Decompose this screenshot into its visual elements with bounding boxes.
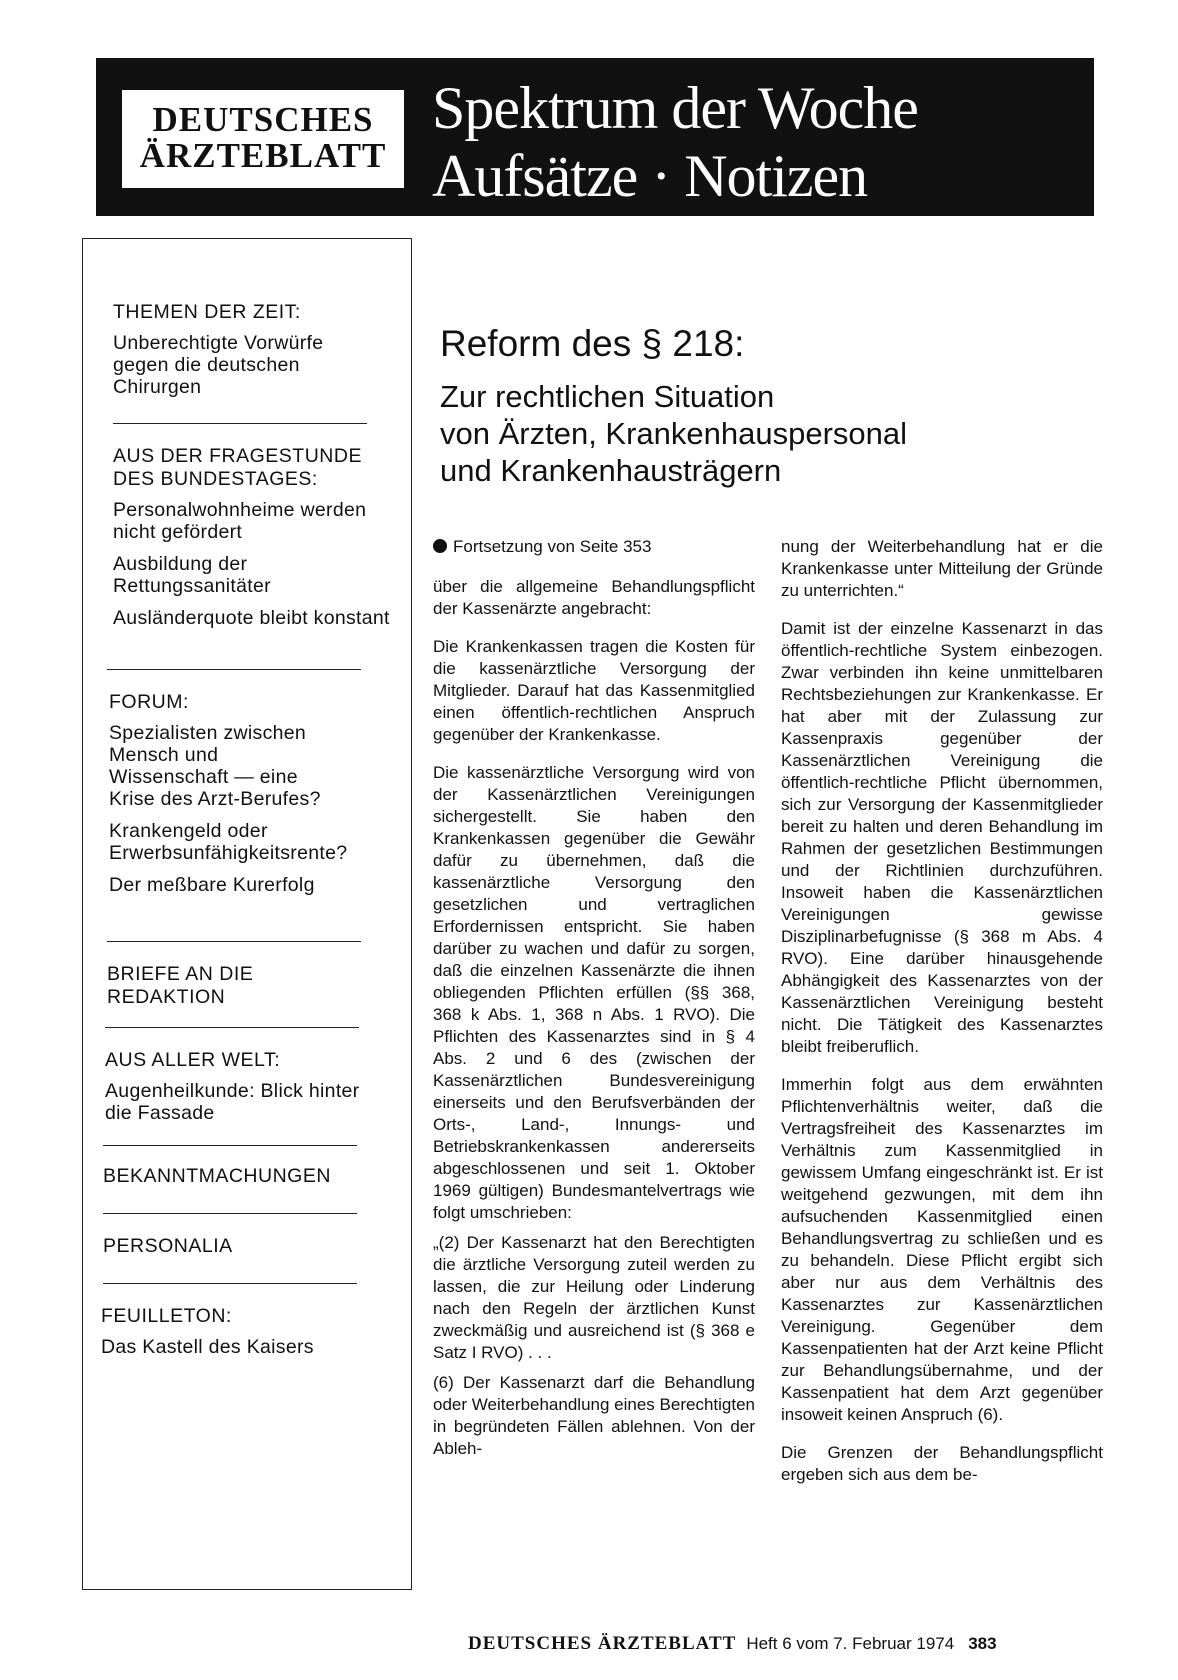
toc-heading[interactable]: BEKANNTMACHUNGEN [103,1165,331,1187]
bullet-dot-icon [433,539,447,553]
toc-item[interactable]: Augenheilkunde: Blick hinter die Fassade [105,1080,360,1124]
article-subtitle-line-3: und Krankenhausträgern [440,453,782,488]
paragraph: Die kassenärztliche Versorgung wird von der Kassenärztlichen Vereinigungen sichergestellt. Sie haben den Krankenkassen gegenüber die Gewähr dafür zu übernehmen, daß die kassenärztliche Versorgung den gesetzlichen und vertraglichen Erfordernissen entspricht. Sie haben darüber zu wachen und dafür zu sorgen, daß die einzelnen Kassenärzte die ihnen obliegenden Pflichten erfüllen (§§ 368, 368 k Abs. 1, 368 n Abs. 1 RVO). Die Pflichten des Kassenarztes sind in § 4 Abs. 2 und 6 des (zwischen der Kassenärztlichen Bundesvereinigung einerseits und den Berufsverbänden der Orts-, Land-, Innungs- und Betriebskrankenkassen andererseits abgeschlossenen und seit 1. Oktober 1969 gültigen) Bundesmantelvertrags wie folgt umschrieben: [433,763,755,1222]
paragraph: nung der Weiterbehandlung hat er die Krankenkasse unter Mitteilung der Gründe zu unterrichten.“ [781,537,1103,600]
paragraph: Die Krankenkassen tragen die Kosten für die kassenärztliche Versorgung der Mitglieder. Darauf hat das Kassenmitglied einen öffentlich-rechtlichen Anspruch gegenüber der Krankenkasse. [433,637,755,744]
toc-heading[interactable]: BRIEFE AN DIE REDAKTION [107,963,254,1008]
continued-text: Fortsetzung von Seite 353 [453,537,652,556]
toc-item[interactable]: Ausbildung der Rettungssanitäter [113,553,271,597]
paragraph: Damit ist der einzelne Kassenarzt in das öffentlich-rechtliche System einbezogen. Zwar verbinden ihn keine unmittelbaren Rechtsbeziehungen zur Krankenkasse. Er hat aber mit der Zulassung zur Kassenpraxis gegenüber der Kassenärztlichen Vereinigung die öffentlich-rechtliche Pflicht übernommen, sich zur Versorgung der Kassenmitglieder bereit zu halten und deren Behandlung im Rahmen der gesetzlichen Bestimmungen und der Richtlinien durchzuführen. Insoweit haben die Kassenärztlichen Vereinigungen gewisse Disziplinarbefugnisse (§ 368 m Abs. 4 RVO). Eine darüber hinausgehende Abhängigkeit des Kassenarztes von der Kassenärztlichen Vereinigung besteht nicht. Die Tätigkeit des Kassenarztes bleibt freiberuflich. [781,619,1103,1056]
toc-divider [103,1213,357,1214]
toc-heading: THEMEN DER ZEIT: [113,301,301,323]
section-title-line-2: Aufsätze · Notizen [432,143,868,209]
toc-item[interactable]: Ausländerquote bleibt konstant [113,607,390,629]
toc-divider [105,1027,359,1028]
toc-item[interactable]: Unberechtigte Vorwürfe gegen die deutschen Chirurgen [113,332,324,398]
footer-issue: Heft 6 vom 7. Februar 1974 [746,1634,955,1653]
continued-note [433,536,755,558]
paragraph: (6) Der Kassenarzt darf die Behandlung oder Weiterbehandlung eines Berechtigten in begründeten Fällen ablehnen. Von der Ableh- [433,1373,755,1458]
toc-section [101,1305,381,1368]
page-number: 383 [968,1634,997,1653]
toc-section [103,1165,383,1196]
footer-journal-name: DEUTSCHES ÄRZTEBLATT [468,1633,737,1654]
section-title-line-1: Spektrum der Woche [432,75,918,141]
article-title: Reform des § 218: [440,323,745,364]
article-subtitle-line-1: Zur rechtlichen Situation [440,379,775,414]
paragraph: „(2) Der Kassenarzt hat den Berechtigten die ärztliche Versorgung zuteil werden zu lassen, die zur Heilung oder Linderung nach den Regeln der ärztlichen Kunst zweckmäßig und ausreichend ist (§ 368 e Satz I RVO) . . . [433,1233,755,1362]
toc-heading: FORUM: [109,691,189,713]
article-column-1 [433,536,755,1476]
toc-item[interactable]: Personalwohnheime werden nicht gefördert [113,499,367,543]
toc-heading[interactable]: PERSONALIA [103,1235,233,1257]
paragraph: Immerhin folgt aus dem erwähnten Pflichtenverhältnis weiter, daß die Vertragsfreiheit des Kassenarztes im Verhältnis zum Kassenmitglied in gewissem Umfang eingeschränkt ist. Er ist weitgehend gezwungen, mit dem ihn aufsuchenden Kassenmitglied einen Behandlungsvertrag zu schließen und es zu behandeln. Diese Pflicht ergibt sich aber nur aus dem Verhältnis des Kassenarztes zur Kassenärztlichen Vereinigung. Gegenüber dem Kassenpatienten hat der Arzt keine Pflicht zur Behandlungsübernahme, und der Kassenpatient hat dem Arzt gegenüber insoweit keinen Anspruch (6). [781,1075,1103,1424]
article-subtitle-line-2: von Ärzten, Krankenhauspersonal [440,416,908,451]
toc-heading: AUS ALLER WELT: [105,1049,281,1071]
toc-divider [103,1283,357,1284]
toc-divider [107,941,361,942]
toc-section [103,1235,383,1266]
article-column-2 [781,536,1103,1502]
section-title [432,74,918,210]
toc-heading: AUS DER FRAGESTUNDE DES BUNDESTAGES: [113,445,362,490]
toc-section [113,301,383,408]
toc-item[interactable]: Spezialisten zwischen Mensch und Wissenschaft — eine Krise des Arzt-Berufes? [109,722,321,810]
article-heading [440,322,907,489]
toc-item[interactable]: Krankengeld oder Erwerbsunfähigkeitsrente? [109,820,348,864]
toc-section [113,445,393,639]
toc-heading: FEUILLETON: [101,1305,232,1327]
logo-line-2: ÄRZTEBLATT [139,136,387,175]
contents-sidebar [82,238,412,1590]
toc-item[interactable]: Das Kastell des Kaisers [101,1336,314,1358]
toc-divider [107,669,361,670]
journal-logo [122,90,404,188]
logo-line-1: DEUTSCHES [152,100,374,139]
page-footer [468,1633,997,1655]
paragraph: über die allgemeine Behandlungspflicht der Kassenärzte angebracht: [433,577,755,618]
toc-section [105,1049,375,1134]
toc-section [109,691,389,906]
toc-divider [103,1145,357,1146]
masthead-banner [96,58,1094,216]
toc-section [107,963,307,1017]
toc-divider [113,423,367,424]
toc-item[interactable]: Der meßbare Kurerfolg [109,874,315,896]
paragraph: Die Grenzen der Behandlungspflicht ergeben sich aus dem be- [781,1443,1103,1484]
